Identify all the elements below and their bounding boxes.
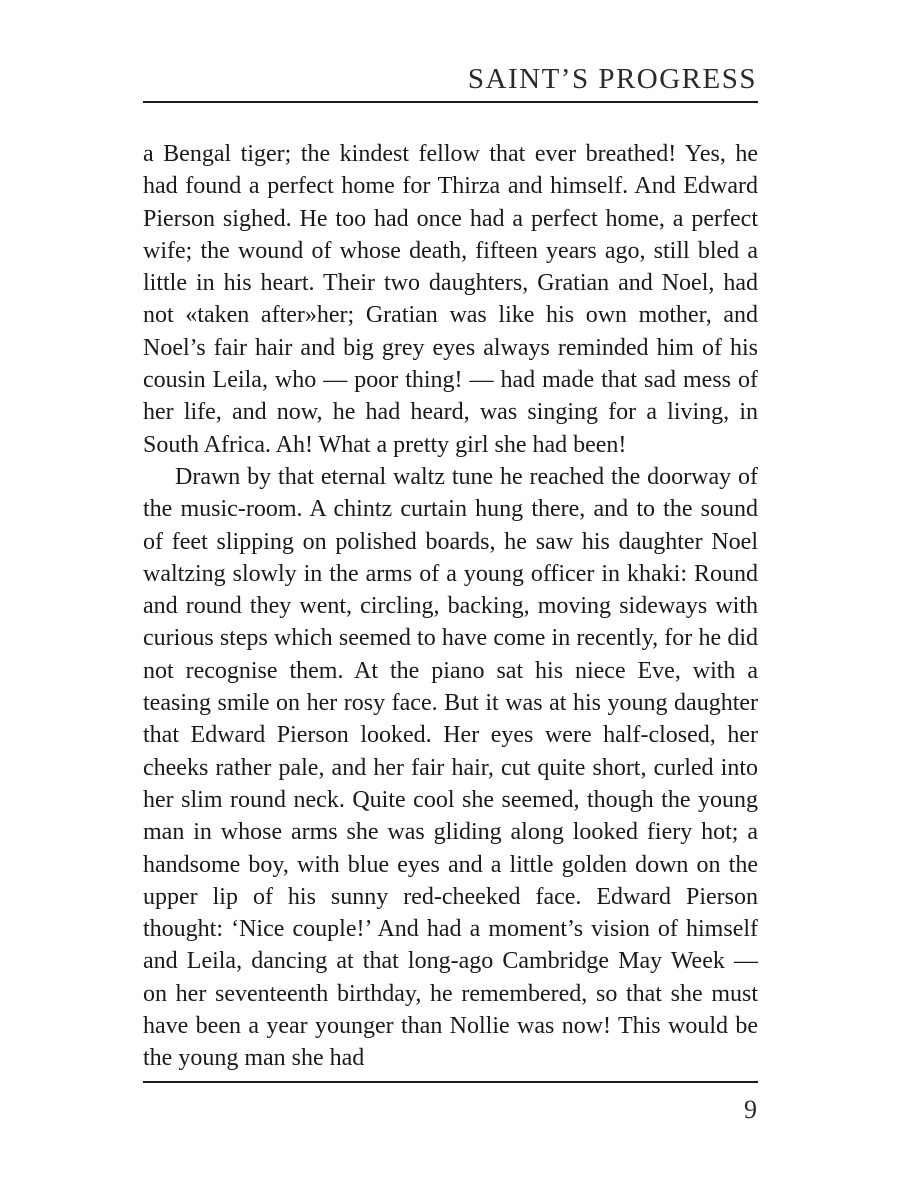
footer-rule — [143, 1081, 758, 1083]
page-number: 9 — [744, 1095, 757, 1124]
running-head-title: SAINT’S PROGRESS — [467, 63, 757, 95]
paragraph-1: a Bengal tiger; the kindest fellow that ever breathed! Yes, he had found a perfect home for Thirza and himself. And Edward Pierson sighed. He too had once had a perfect home, a perfect wife; the wound of whose death, fifteen years ago, still bled a little in his heart. Their two daughters, Gratian and Noel, had not «taken after»her; Gratian was like his own mother, and Noel’s fair hair and big grey eyes always reminded him of his cousin Leila, who — poor thing! — had made that sad mess of her life, and now, he had heard, was singing for a living, in South Africa. Ah! What a pretty girl she had been! — [143, 141, 758, 458]
paragraph-2: Drawn by that eternal waltz tune he reached the doorway of the music-room. A chintz curtain hung there, and to the sound of feet slipping on polished boards, he saw his daughter Noel waltzing slowly in the arms of a young officer in khaki: Round and round they went, circling, backing, moving sideways with curious steps which seemed to have come in recently, for he did not recognise them. At the piano sat his niece Eve, with a teasing smile on her rosy face. But it was at his young daughter that Edward Pierson looked. Her eyes were half-closed, her cheeks rather pale, and her fair hair, cut quite short, curled into her slim round neck. Quite cool she seemed, though the young man in whose arms she was gliding along looked fiery hot; a handsome boy, with blue eyes and a little golden down on the upper lip of his sunny red-cheeked face. Edward Pierson thought: ‘Nice couple!’ And had a moment’s vision of himself and Leila, dancing at that long-ago Cambridge May Week — on her seventeenth birthday, he remembered, so that she must have been a year younger than Nollie was now! This would be the young man she had — [143, 463, 758, 1072]
body-text — [143, 138, 758, 1075]
header-rule — [143, 101, 758, 103]
